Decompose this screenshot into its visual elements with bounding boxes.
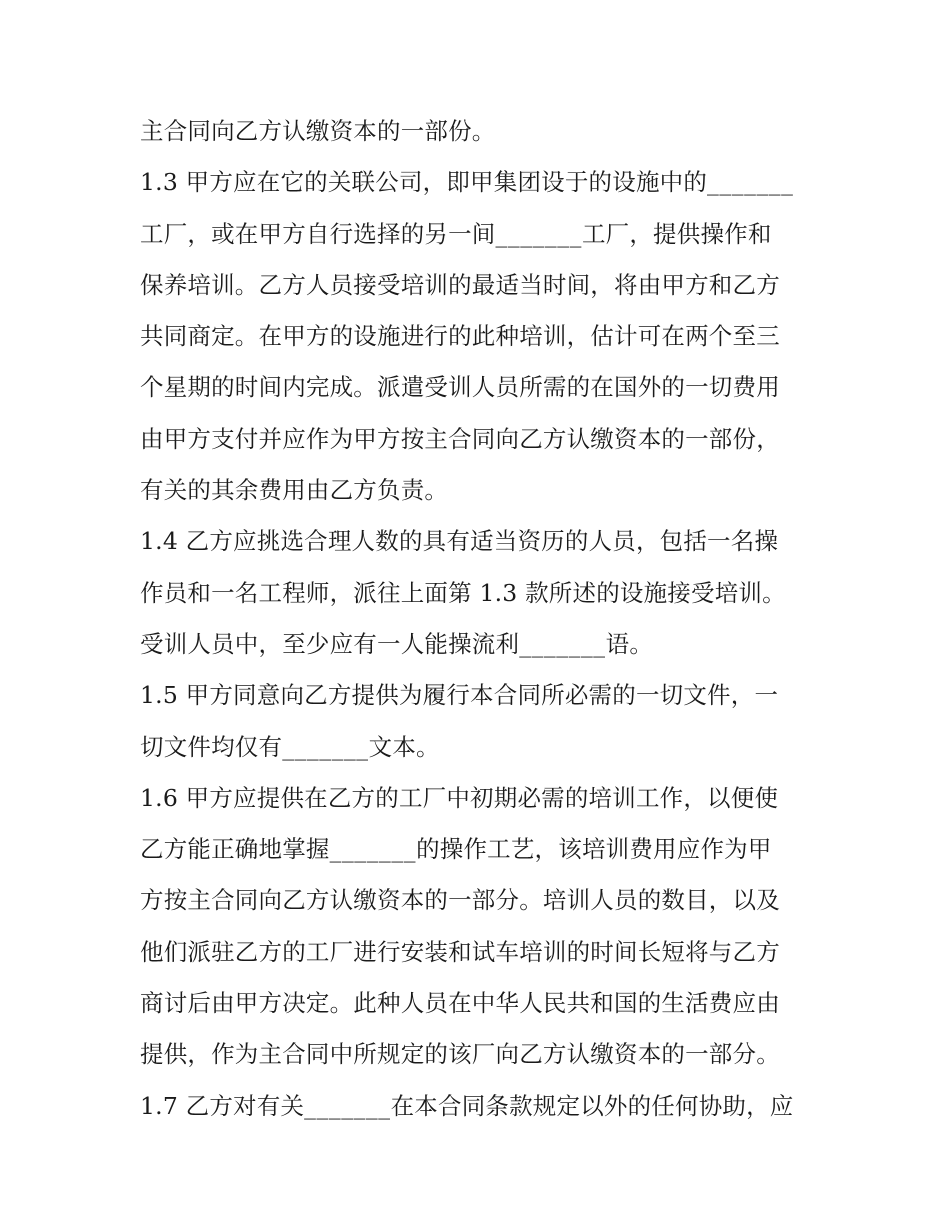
text-line [140,824,820,875]
text-segment: 主合同向乙方认缴资本的一部份。 [140,117,496,145]
text-line [140,516,820,567]
text-segment: 他们派驻乙方的工厂进行安装和试车培训的时间长短将与乙方 [140,937,780,966]
text-line [140,157,820,208]
text-segment: 工厂，或在甲方自行选择的另一间 [140,219,496,248]
text-line [140,773,820,824]
fill-in-blank: _______ [282,732,369,761]
text-line [140,106,820,157]
text-segment: 个星期的时间内完成。派遣受训人员所需的在国外的一切费用 [140,373,780,402]
text-line [140,362,820,413]
contract-text-body [140,106,820,1132]
text-line [140,209,820,260]
text-segment: 的操作工艺，该培训费用应作为甲 [416,835,772,864]
text-line [140,1029,820,1080]
text-segment: 方按主合同向乙方认缴资本的一部分。培训人员的数目，以及 [140,886,780,915]
text-line [140,978,820,1029]
text-line [140,927,820,978]
text-segment: 文本。 [368,732,440,761]
text-segment: 保养培训。乙方人员接受培训的最适当时间，将由甲方和乙方 [140,270,780,299]
text-line [140,260,820,311]
text-segment: 有关的其余费用由乙方负责。 [140,476,449,505]
fill-in-blank: _______ [519,629,606,658]
text-segment: 由甲方支付并应作为甲方按主合同向乙方认缴资本的一部份， [140,424,780,453]
text-segment: 切文件均仅有 [140,732,283,761]
text-segment: 乙方能正确地掌握 [140,835,330,864]
text-segment: 在本合同条款规定以外的任何协助，应 [390,1091,794,1120]
text-segment: 1.4 乙方应挑选合理人数的具有适当资历的人员，包括一名操 [140,527,779,556]
text-line [140,465,820,516]
text-segment: 受训人员中，至少应有一人能操流利 [140,629,520,658]
text-line [140,311,820,362]
text-segment: 作员和一名工程师，派往上面第 1.3 款所述的设施接受培训。 [140,578,786,607]
text-line [140,414,820,465]
fill-in-blank: _______ [707,168,794,197]
text-line [140,1081,820,1132]
text-line [140,722,820,773]
text-line [140,875,820,926]
text-segment: 1.7 乙方对有关 [140,1091,305,1120]
text-segment: 商讨后由甲方决定。此种人员在中华人民共和国的生活费应由 [140,989,780,1018]
text-segment: 共同商定。在甲方的设施进行的此种培训，估计可在两个至三 [140,322,780,351]
text-line [140,670,820,721]
text-segment: 1.5 甲方同意向乙方提供为履行本合同所必需的一切文件，一 [140,681,779,710]
text-line [140,619,820,670]
fill-in-blank: _______ [495,219,582,248]
text-segment: 语。 [605,629,654,658]
text-line [140,568,820,619]
fill-in-blank: _______ [304,1091,391,1120]
text-segment: 1.6 甲方应提供在乙方的工厂中初期必需的培训工作，以便使 [140,783,779,812]
text-segment: 提供，作为主合同中所规定的该厂向乙方认缴资本的一部分。 [140,1040,780,1069]
fill-in-blank: _______ [329,835,417,864]
text-segment: 工厂，提供操作和 [581,219,772,248]
text-segment: 1.3 甲方应在它的关联公司，即甲集团设于的设施中的 [140,168,708,197]
